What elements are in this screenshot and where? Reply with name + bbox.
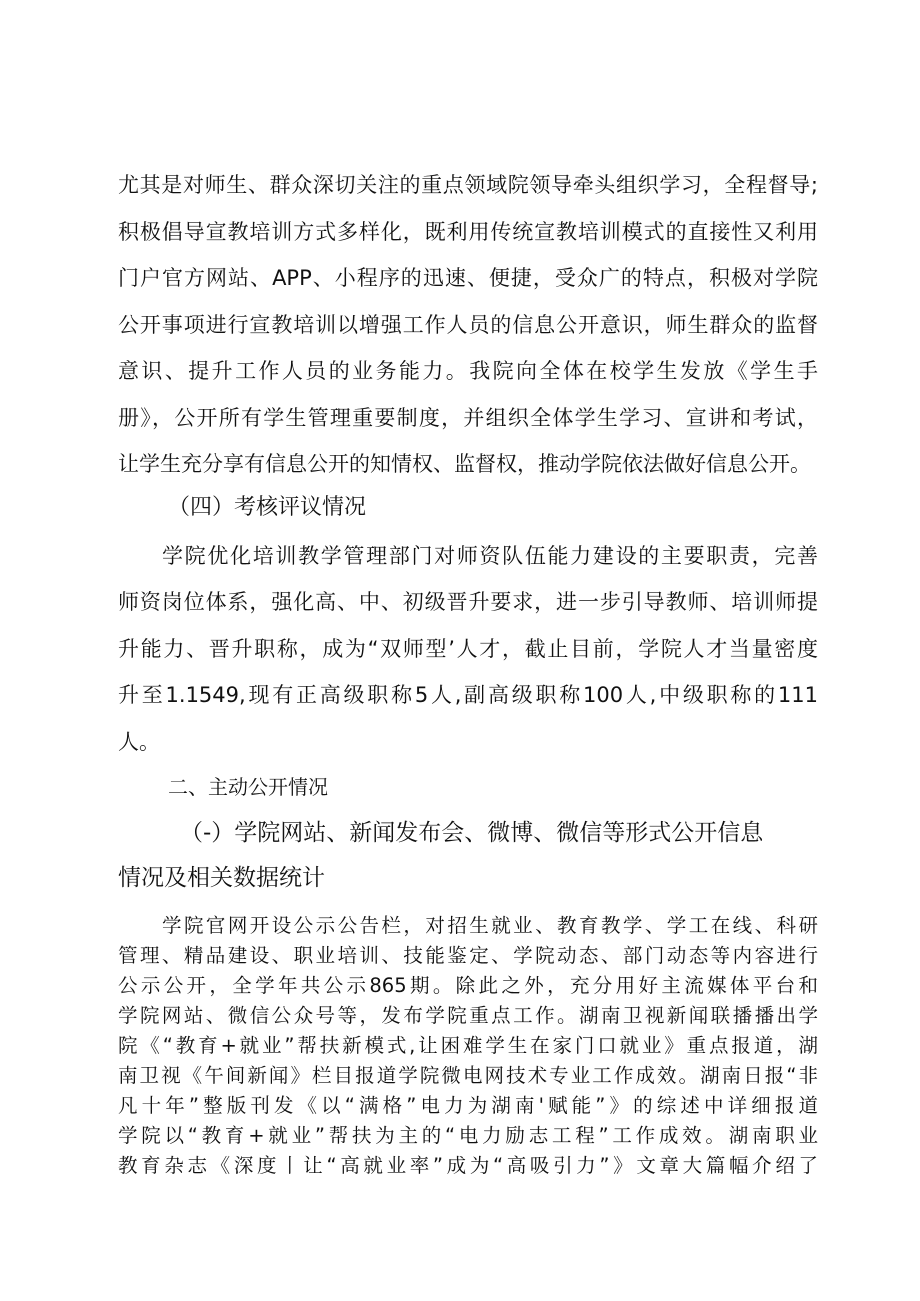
text-line: 教育杂志《深度丨让“高就业率”成为“高吸引力”》文章大篇幅介绍了: [118, 1154, 818, 1177]
text-line: 管理、精品建设、职业培训、技能鉴定、学院动态、部门动态等内容进行: [118, 944, 818, 967]
text-line: 师资岗位体系，强化高、中、初级晋升要求，进一步引导教师、培训师提: [118, 590, 818, 614]
text-line: 南卫视《午间新闻》栏目报道学院微电网技术专业工作成效。湖南日报“非: [118, 1064, 818, 1087]
text-line: 学院网站、微信公众号等，发布学院重点工作。湖南卫视新闻联播播出学: [118, 1004, 818, 1027]
text-line: 尤其是对师生、群众深切关注的重点领域院领导牵头组织学习，全程督导;: [118, 173, 818, 197]
text-line: 人。: [118, 730, 160, 754]
text-line: 升至1.1549,现有正高级职称5人,副高级职称100人,中级职称的111: [118, 683, 818, 707]
text-line: 让学生充分享有信息公开的知情权、监督权，推动学院依法做好信息公开。: [118, 452, 811, 476]
text-line: 意识、提升工作人员的业务能力。我院向全体在校学生发放《学生手: [118, 359, 818, 383]
section-heading-active-disclosure: 二、主动公开情况: [168, 775, 328, 799]
text-line: 学院优化培训教学管理部门对师资队伍能力建设的主要职责，完善: [162, 544, 818, 568]
subsection-heading-line: （-）学院网站、新闻发布会、微博、微信等形式公开信息: [180, 820, 764, 846]
text-line: 学院官网开设公示公告栏，对招生就业、教育教学、学工在线、科研: [162, 914, 818, 937]
text-line: 学院以“教育+就业”帮扶为主的“电力励志工程”工作成效。湖南职业: [118, 1124, 818, 1147]
subsection-heading-line: 情况及相关数据统计: [118, 865, 325, 891]
text-line: 公开事项进行宣教培训以增强工作人员的信息公开意识，师生群众的监督: [118, 313, 818, 337]
text-line: 院《“教育+就业”帮扶新模式,让困难学生在家门口就业》重点报道，湖: [118, 1034, 818, 1057]
text-line: 升能力、晋升职称，成为“双师型’人才，截止目前，学院人才当量密度: [118, 637, 818, 661]
section-heading-assessment: （四）考核评议情况: [168, 495, 367, 520]
text-line: 积极倡导宣教培训方式多样化，既利用传统宣教培训模式的直接性又利用: [118, 220, 818, 244]
text-line: 凡十年”整版刊发《以“满格”电力为湖南'赋能”》的综述中详细报道: [118, 1094, 818, 1117]
text-line: 册》，公开所有学生管理重要制度，并组织全体学生学习、宣讲和考试，: [118, 406, 818, 430]
text-line: 公示公开，全学年共公示865期。除此之外，充分用好主流媒体平台和: [118, 974, 818, 997]
text-line: 门户官方网站、APP、小程序的迅速、便捷，受众广的特点，积极对学院: [118, 266, 818, 290]
